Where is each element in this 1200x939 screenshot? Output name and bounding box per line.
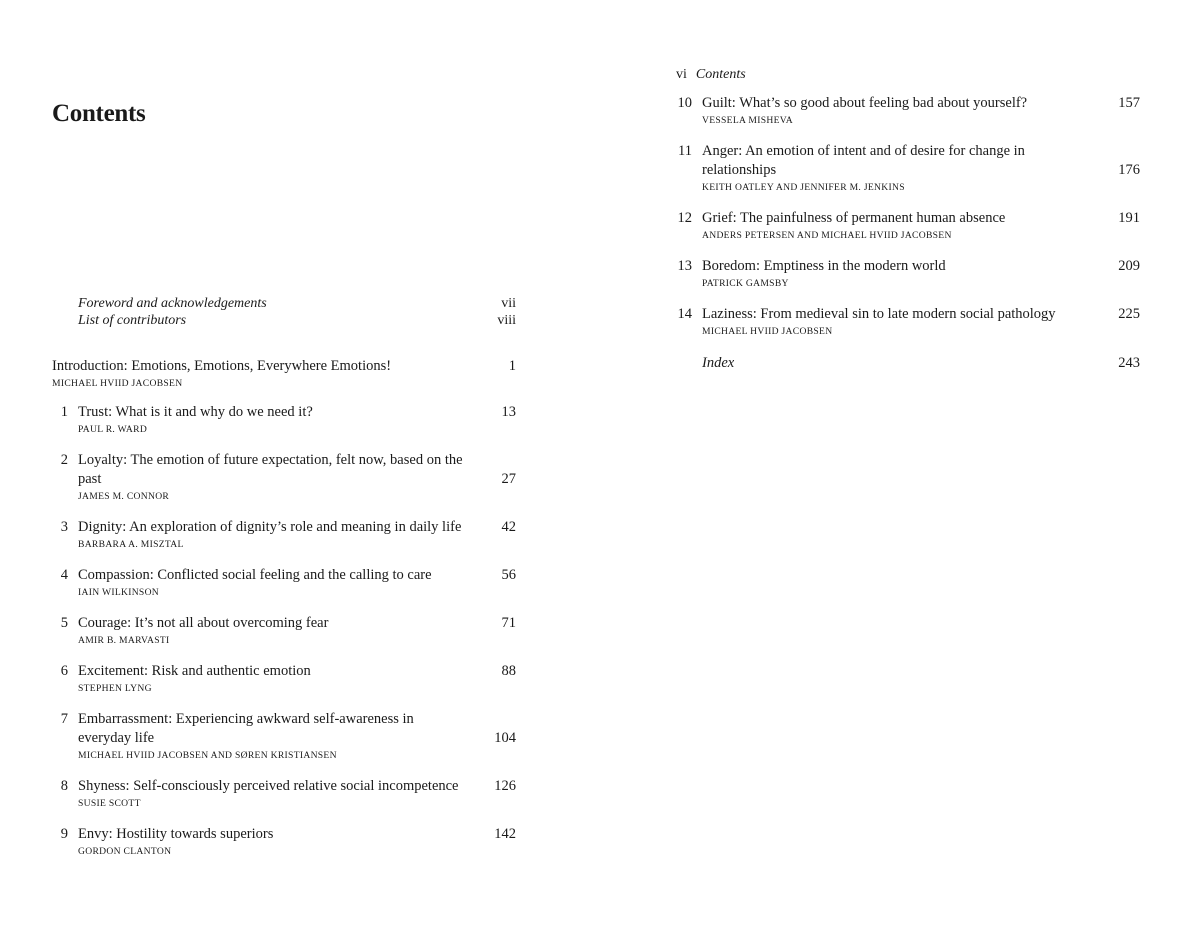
chapter-page: 209	[1118, 258, 1140, 274]
chapter-title: Excitement: Risk and authentic emotion	[78, 663, 311, 679]
chapter-number: 14	[677, 306, 692, 322]
chapter-title: Grief: The painfulness of permanent human absence	[702, 210, 1006, 226]
chapter-author: PATRICK GAMSBY	[702, 278, 789, 289]
chapter-page: 225	[1118, 306, 1140, 322]
introduction-page: 1	[508, 358, 516, 374]
chapter-page: 157	[1118, 95, 1140, 111]
chapter-author: PAUL R. WARD	[78, 424, 148, 435]
chapter-page: 71	[501, 615, 516, 631]
chapter-page: 27	[501, 471, 516, 487]
chapter-entry	[52, 403, 516, 436]
front-matter-label: List of contributors	[78, 313, 187, 328]
front-matter-label: Foreword and acknowledgements	[78, 296, 267, 311]
chapter-number: 2	[60, 452, 68, 468]
chapter-entry	[676, 257, 1140, 290]
chapter-title: Loyalty: The emotion of future expectation, felt now, based on the past	[78, 452, 463, 487]
chapter-number: 1	[60, 404, 68, 420]
chapter-title: Compassion: Conflicted social feeling and the calling to care	[78, 567, 432, 583]
chapter-page: 42	[501, 519, 516, 535]
introduction-entry	[52, 357, 516, 390]
chapter-entry	[52, 777, 516, 810]
chapter-page: 191	[1118, 210, 1140, 226]
chapter-title: Embarrassment: Experiencing awkward self-awareness in everyday life	[78, 711, 414, 746]
front-matter-item	[78, 312, 516, 329]
chapter-number: 7	[60, 711, 68, 727]
chapter-page: 13	[501, 404, 516, 420]
chapter-title: Boredom: Emptiness in the modern world	[702, 258, 946, 274]
chapter-number: 5	[60, 615, 68, 631]
chapter-entry	[52, 825, 516, 858]
index-label: Index	[702, 355, 735, 371]
chapter-author: AMIR B. MARVASTI	[78, 635, 170, 646]
chapter-entry	[676, 209, 1140, 242]
chapter-number: 10	[677, 95, 692, 111]
chapter-entry	[52, 566, 516, 599]
front-matter-item	[78, 295, 516, 312]
chapter-entry	[52, 451, 516, 503]
chapter-number: 11	[678, 143, 692, 159]
chapter-entry	[676, 305, 1140, 338]
front-matter-list	[78, 295, 516, 329]
chapter-page: 88	[501, 663, 516, 679]
chapter-title: Envy: Hostility towards superiors	[78, 826, 274, 842]
chapter-title: Dignity: An exploration of dignity’s role and meaning in daily life	[78, 519, 462, 535]
chapter-title: Courage: It’s not all about overcoming fear	[78, 615, 329, 631]
chapter-number: 4	[60, 567, 68, 583]
chapter-author: ANDERS PETERSEN AND MICHAEL HVIID JACOBSEN	[702, 230, 952, 241]
chapter-author: MICHAEL HVIID JACOBSEN AND SØREN KRISTIANSEN	[78, 750, 337, 761]
chapter-author: MICHAEL HVIID JACOBSEN	[702, 326, 833, 337]
chapter-page: 176	[1118, 162, 1140, 178]
chapter-entry	[52, 710, 516, 762]
chapter-number: 3	[60, 519, 68, 535]
right-page	[600, 0, 1200, 939]
chapter-author: IAIN WILKINSON	[78, 587, 160, 598]
chapter-title: Laziness: From medieval sin to late modern social pathology	[702, 306, 1056, 322]
chapter-page: 56	[501, 567, 516, 583]
chapter-number: 12	[677, 210, 692, 226]
chapter-title: Trust: What is it and why do we need it?	[78, 404, 313, 420]
chapter-author: BARBARA A. MISZTAL	[78, 539, 184, 550]
chapter-number: 9	[60, 826, 68, 842]
running-head	[676, 67, 746, 83]
chapter-list-left	[52, 403, 516, 873]
chapter-title: Shyness: Self-consciously perceived relative social incompetence	[78, 778, 459, 794]
chapter-number: 8	[60, 778, 68, 794]
chapter-author: STEPHEN LYNG	[78, 683, 152, 694]
chapter-author: VESSELA MISHEVA	[702, 115, 793, 126]
index-page: 243	[1118, 355, 1140, 371]
chapter-page: 104	[494, 730, 516, 746]
chapter-author: GORDON CLANTON	[78, 846, 172, 857]
front-matter-page: viii	[497, 313, 516, 328]
contents-heading: Contents	[52, 100, 146, 127]
running-head-label: Contents	[695, 67, 746, 82]
index-entry	[702, 355, 1140, 372]
chapter-entry	[676, 94, 1140, 127]
introduction-author: MICHAEL HVIID JACOBSEN	[52, 378, 183, 389]
chapter-page: 142	[494, 826, 516, 842]
running-head-page-number: vi	[676, 67, 687, 82]
chapter-title: Guilt: What’s so good about feeling bad about yourself?	[702, 95, 1028, 111]
chapter-author: KEITH OATLEY AND JENNIFER M. JENKINS	[702, 182, 905, 193]
chapter-number: 6	[60, 663, 68, 679]
chapter-entry	[52, 614, 516, 647]
chapter-author: SUSIE SCOTT	[78, 798, 141, 809]
chapter-list-right	[676, 94, 1140, 353]
chapter-page: 126	[494, 778, 516, 794]
front-matter-page: vii	[501, 296, 516, 311]
chapter-entry	[52, 662, 516, 695]
introduction-title: Introduction: Emotions, Emotions, Everywhere Emotions!	[52, 358, 392, 374]
chapter-title: Anger: An emotion of intent and of desire for change in relationships	[702, 143, 1025, 178]
chapter-author: JAMES M. CONNOR	[78, 491, 170, 502]
chapter-entry	[676, 142, 1140, 194]
chapter-entry	[52, 518, 516, 551]
chapter-number: 13	[677, 258, 692, 274]
